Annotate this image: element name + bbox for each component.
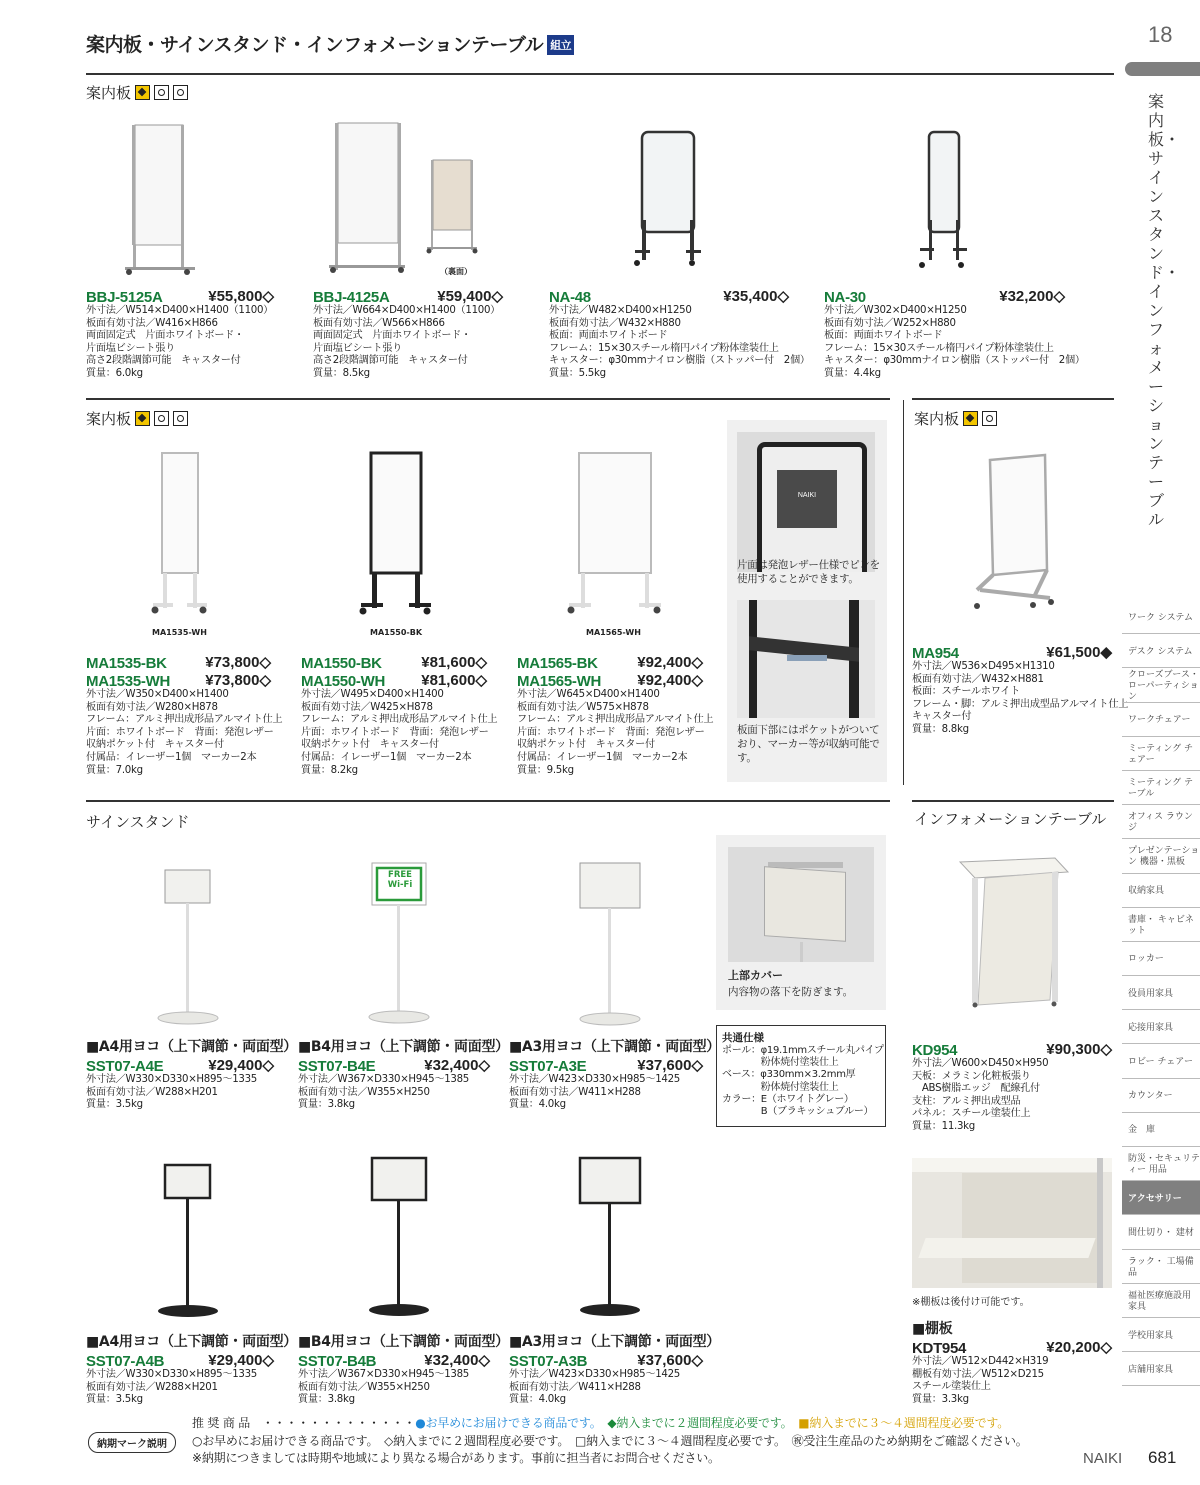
- product-code: SST07-A3E: [509, 1058, 587, 1075]
- product-code: SST07-B4E: [298, 1058, 376, 1075]
- nav-item[interactable]: ロッカー: [1122, 942, 1200, 976]
- nav-item[interactable]: 防災・セキュリティー 用品: [1122, 1147, 1200, 1181]
- product-bbj-5125a: BBJ-5125A ¥55,800◇ 外寸法／W514×D400×H1400（1100） 板面有効寸法／W416×H866 両面固定式 片面ホワイトボード・ 片面塩ビシート張り 高さ2段階調節可能 キャスター付 質量：6.0kg: [86, 288, 274, 379]
- product-price: ¥32,200◇: [999, 288, 1065, 305]
- header-rule: [86, 73, 1114, 75]
- product-code: BBJ-5125A: [86, 289, 163, 306]
- section-tab: [1125, 62, 1200, 76]
- ma1535-caption: MA1535-WH: [152, 628, 207, 637]
- footer-row1: 推 奨 商 品 ・・・・・・・・・・・・・●お早めにお届けできる商品です。 ◆納入までに２週間程度必要です。 ■納入までに３～４週間程度必要です。: [192, 1416, 1010, 1430]
- magnet-icon: [154, 411, 169, 426]
- free-wifi-sign: FREE Wi-Fi: [387, 870, 413, 890]
- section-number: 18: [1148, 22, 1173, 47]
- sst07-a4b-image: [150, 1155, 230, 1330]
- kdt954-note: ※棚板は後付け可能です。: [912, 1297, 1030, 1308]
- side-index[interactable]: [1122, 600, 1200, 1386]
- pin-detail-note: 片面は発泡レザー仕様でピンを使用することができます。: [737, 559, 880, 585]
- page-title: 案内板・サインスタンド・インフォメーションテーブル 組立: [86, 30, 574, 57]
- product-price: ¥29,400◇: [208, 1057, 274, 1074]
- product-bbj-4125a: BBJ-4125A ¥59,400◇ 外寸法／W664×D400×H1400（1100） 板面有効寸法／W566×H866 両面固定式 片面ホワイトボード・ 片面塩ビシート張り 高さ2段階調節可能 キャスター付 質量：8.5kg: [313, 288, 503, 379]
- top-cover-box: [716, 835, 886, 1010]
- product-code: MA1535-WH: [86, 673, 170, 690]
- top-cover-photo: [728, 847, 874, 962]
- product-code: NA-30: [824, 289, 866, 306]
- nav-item-active[interactable]: アクセサリー: [1122, 1181, 1200, 1215]
- product-kdt954: ■棚板 KDT954 ¥20,200◇ 外寸法／W512×D442×H319 棚板有効寸法／W512×D215 スチール塗装仕上 質量：3.3kg: [912, 1321, 1112, 1405]
- product-code: MA1550-WH: [301, 673, 385, 690]
- product-na-48: NA-48 ¥35,400◇ 外寸法／W482×D400×H1250 板面有効寸法／W432×H880 板面：両面ホワイトボード フレーム：15×30スチール楕円パイプ粉体塗装仕上 キャスター：φ30mmナイロン樹脂（ストッパー付 2個） 質量：5.5kg: [549, 288, 810, 379]
- section-rule: [912, 800, 1114, 802]
- pin-icon: [173, 85, 188, 100]
- product-code: SST07-A4E: [86, 1058, 164, 1075]
- vertical-section-title: 案内板・サインスタンド・インフォメーションテーブル: [1148, 92, 1181, 529]
- product-code: SST07-A3B: [509, 1353, 588, 1370]
- product-ma1550: MA1550-BK ¥81,600◇ MA1550-WH ¥81,600◇ 外寸法／W495×D400×H1400 板面有効寸法／W425×H878 フレーム：アルミ押出成形品アルマイト仕上 片面：ホワイトボード 背面：発泡レザー 収納ポケット付 キャスター付 付属品：イレーザー1個 マーカー2本 質量：8.2kg: [301, 654, 498, 776]
- pin-detail-photo: [737, 432, 875, 572]
- nav-item[interactable]: ワーク システム: [1122, 600, 1200, 634]
- product-kd954: KD954 ¥90,300◇ 外寸法／W600×D450×H950 天板：メラミン化粧板張り ABS樹脂エッジ 配線孔付 支柱：アルミ押出成型品 パネル：スチール塗装仕上 質量：11.3kg: [912, 1041, 1112, 1132]
- product-price: ¥81,600◇: [421, 654, 487, 671]
- nav-item[interactable]: ワークチェアー: [1122, 703, 1200, 737]
- nav-item[interactable]: ミーティング チェアー: [1122, 737, 1200, 771]
- ma1535-wh-image: [145, 445, 215, 620]
- product-sst07-b4e: ■B4用ヨコ（上下調節・両面型） SST07-B4E ¥32,400◇ 外寸法／W367×D330×H945～1385 板面有効寸法／W355×H250 質量：3.8kg: [298, 1039, 509, 1111]
- column-divider: [903, 400, 904, 785]
- bbj-5125a-image: [115, 115, 205, 275]
- nav-item[interactable]: オフィス ラウンジ: [1122, 805, 1200, 839]
- product-price: ¥73,800◇: [205, 672, 271, 689]
- ma1550-bk-image: [355, 445, 435, 620]
- product-sst07-a4e: ■A4用ヨコ（上下調節・両面型） SST07-A4E ¥29,400◇ 外寸法／W330×D330×H895～1335 板面有効寸法／W288×H201 質量：3.5kg: [86, 1039, 298, 1111]
- magnet-icon: [982, 411, 997, 426]
- nav-item[interactable]: ミーティング テーブル: [1122, 771, 1200, 805]
- bbj-4125a-caption: （裏面）: [440, 267, 472, 276]
- product-price: ¥61,500◆: [1046, 644, 1112, 661]
- nav-item[interactable]: 役員用家具: [1122, 976, 1200, 1010]
- product-price: ¥81,600◇: [421, 672, 487, 689]
- ma1550-caption: MA1550-BK: [370, 628, 423, 637]
- product-sst07-a3b: ■A3用ヨコ（上下調節・両面型） SST07-A3B ¥37,600◇ 外寸法／W423×D330×H985～1425 板面有効寸法／W411×H288 質量：4.0kg: [509, 1334, 721, 1406]
- nav-item[interactable]: 応接用家具: [1122, 1010, 1200, 1044]
- nav-item[interactable]: 収納家具: [1122, 874, 1200, 908]
- product-code: KDT954: [912, 1340, 967, 1357]
- kdt954-photo: [912, 1158, 1112, 1288]
- product-code: MA1565-BK: [517, 655, 598, 672]
- section-heading-info-table: インフォメーションテーブル: [914, 810, 1107, 828]
- product-ma1535: MA1535-BK ¥73,800◇ MA1535-WH ¥73,800◇ 外寸法／W350×D400×H1400 板面有効寸法／W280×H878 フレーム：アルミ押出成形品アルマイト仕上 片面：ホワイトボード 背面：発泡レザー 収納ポケット付 キャスター付 付属品：イレーザー1個 マーカー2本 質量：7.0kg: [86, 654, 283, 776]
- product-price: ¥90,300◇: [1046, 1041, 1112, 1058]
- kd954-image: [950, 850, 1080, 1015]
- brand-name: NAIKI: [1083, 1450, 1123, 1467]
- product-price: ¥32,400◇: [424, 1352, 490, 1369]
- marker-icon: [135, 411, 150, 426]
- marker-icon: [135, 85, 150, 100]
- section-rule: [86, 800, 890, 802]
- product-price: ¥37,600◇: [637, 1057, 703, 1074]
- top-cover-title: 上部カバー: [728, 969, 783, 982]
- product-sst07-a4b: ■A4用ヨコ（上下調節・両面型） SST07-A4B ¥29,400◇ 外寸法／W330×D330×H895～1335 板面有効寸法／W288×H201 質量：3.5kg: [86, 1334, 298, 1406]
- section-heading-sign-stand: サインスタンド: [86, 813, 190, 831]
- sst07-a3e-image: [570, 855, 660, 1030]
- ma954-image: [965, 450, 1065, 615]
- delivery-legend-badge: 納期マーク説明: [88, 1432, 176, 1453]
- product-code: NA-48: [549, 289, 591, 306]
- section-heading-annaiban-2: 案内板: [86, 408, 188, 429]
- na-48-image: [630, 120, 710, 275]
- product-price: ¥35,400◇: [723, 288, 789, 305]
- pocket-detail-note: 板面下部にはポケットがついており、マーカー等が収納可能です。: [737, 724, 880, 764]
- nav-item[interactable]: 学校用家具: [1122, 1318, 1200, 1352]
- nav-item[interactable]: クローズブース・ローパーティション: [1122, 668, 1200, 702]
- product-ma1565: MA1565-BK ¥92,400◇ MA1565-WH ¥92,400◇ 外寸法／W645×D400×H1400 板面有効寸法／W575×H878 フレーム：アルミ押出成形品アルマイト仕上 片面：ホワイトボード 背面：発泡レザー 収納ポケット付 キャスター付 付属品：イレーザー1個 マーカー2本 質量：9.5kg: [517, 654, 714, 776]
- section-heading-annaiban-3: 案内板: [914, 408, 997, 429]
- section-rule: [86, 398, 890, 400]
- product-ma954: MA954 ¥61,500◆ 外寸法／W536×D495×H1310 板面有効寸法／W432×H881 板面：スチールホワイト フレーム・脚：アルミ押出成型品アルマイト仕上 キャスター付 質量：8.8kg: [912, 644, 1129, 735]
- pocket-detail-photo: [737, 600, 875, 718]
- footer-row2: ○お早めにお届けできる商品です。 ◇納入までに２週間程度必要です。 □納入までに３～４週間程度必要です。 ㊗受注生産品のため納期をご確認ください。: [192, 1434, 1028, 1448]
- sst07-a3b-image: [570, 1150, 660, 1330]
- na-30-image: [915, 120, 975, 275]
- footer-note: ※納期につきましては時期や地域により異なる場合があります。事前に担当者にお問合せください。: [192, 1451, 720, 1465]
- nav-item[interactable]: 間仕切り・ 建材: [1122, 1215, 1200, 1249]
- pin-icon: [173, 411, 188, 426]
- nav-item[interactable]: 金 庫: [1122, 1113, 1200, 1147]
- product-price: ¥92,400◇: [637, 672, 703, 689]
- product-price: ¥92,400◇: [637, 654, 703, 671]
- page-number: 681: [1148, 1448, 1177, 1467]
- detail-box: [727, 420, 887, 782]
- ma1565-caption: MA1565-WH: [586, 628, 641, 637]
- nav-item[interactable]: ロビー チェアー: [1122, 1044, 1200, 1078]
- product-code: MA1535-BK: [86, 655, 167, 672]
- product-na-30: NA-30 ¥32,200◇ 外寸法／W302×D400×H1250 板面有効寸法／W252×H880 板面：両面ホワイトボード フレーム：15×30スチール楕円パイプ粉体塗装仕上 キャスター：φ30mmナイロン樹脂（ストッパー付 2個） 質量：4.4kg: [824, 288, 1085, 379]
- product-code: KD954: [912, 1042, 958, 1059]
- nav-item[interactable]: 書庫・ キャビネット: [1122, 908, 1200, 942]
- product-price: ¥29,400◇: [208, 1352, 274, 1369]
- product-sst07-a3e: ■A3用ヨコ（上下調節・両面型） SST07-A3E ¥37,600◇ 外寸法／W423×D330×H985～1425 板面有効寸法／W411×H288 質量：4.0kg: [509, 1039, 721, 1111]
- top-cover-text: 内容物の落下を防ぎます。: [728, 986, 854, 998]
- product-code: SST07-B4B: [298, 1353, 377, 1370]
- product-price: ¥55,800◇: [208, 288, 274, 305]
- product-price: ¥59,400◇: [437, 288, 503, 305]
- sst07-a4e-image: [150, 860, 230, 1030]
- product-code: MA1565-WH: [517, 673, 601, 690]
- nav-item[interactable]: ラック・ 工場備品: [1122, 1250, 1200, 1284]
- nav-item[interactable]: 福祉医療施設用 家具: [1122, 1284, 1200, 1318]
- bbj-4125a-image: [325, 115, 485, 280]
- naiki-poster: NAIKI: [777, 470, 837, 528]
- nav-item[interactable]: プレゼンテーション 機器・黒板: [1122, 839, 1200, 873]
- marker-icon: [963, 411, 978, 426]
- common-spec-box: 共通仕様 ポール：φ19.1mmスチール丸パイプ 粉体焼付塗装仕上 ベース：φ330mm×3.2mm厚 粉体焼付塗装仕上 カラー：E（ホワイトグレー） B（ブラキッシュブルー）: [716, 1025, 886, 1127]
- product-code: SST07-A4B: [86, 1353, 165, 1370]
- section-rule: [912, 398, 1114, 400]
- nav-item[interactable]: カウンター: [1122, 1079, 1200, 1113]
- product-code: MA1550-BK: [301, 655, 382, 672]
- assembly-badge: 組立: [547, 35, 574, 55]
- product-price: ¥37,600◇: [637, 1352, 703, 1369]
- sst07-b4b-image: [355, 1150, 455, 1330]
- nav-item[interactable]: デスク システム: [1122, 634, 1200, 668]
- ma1565-wh-image: [565, 445, 665, 620]
- nav-item[interactable]: 店舗用家具: [1122, 1352, 1200, 1386]
- product-code: MA954: [912, 645, 959, 662]
- section-heading-annaiban: 案内板: [86, 82, 188, 103]
- product-price: ¥20,200◇: [1046, 1339, 1112, 1356]
- product-sst07-b4b: ■B4用ヨコ（上下調節・両面型） SST07-B4B ¥32,400◇ 外寸法／W367×D330×H945～1385 板面有効寸法／W355×H250 質量：3.8kg: [298, 1334, 509, 1406]
- product-price: ¥32,400◇: [424, 1057, 490, 1074]
- product-price: ¥73,800◇: [205, 654, 271, 671]
- magnet-icon: [154, 85, 169, 100]
- product-code: BBJ-4125A: [313, 289, 390, 306]
